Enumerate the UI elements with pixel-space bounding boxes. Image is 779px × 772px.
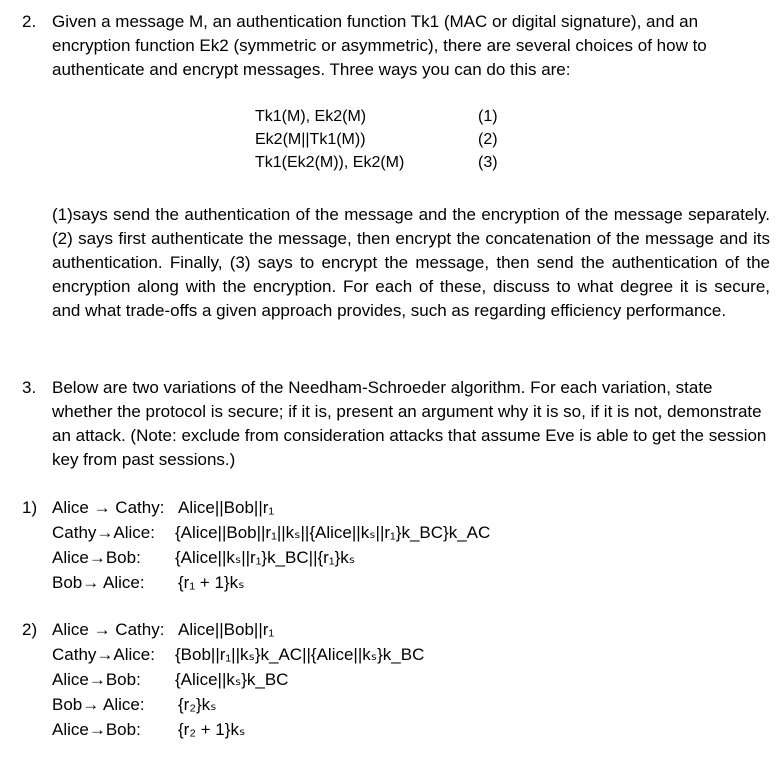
v1-step-2-sender: Cathy→Alice:: [52, 523, 155, 542]
variation-2-number: 2): [22, 620, 38, 639]
formula-label-3: (3): [478, 154, 498, 171]
v1-step-1-message: Alice||Bob||r₁: [178, 498, 275, 517]
q3-text: Below are two variations of the Needham-Schroeder algorithm. For each variation, state whether the protocol is secure; if it is, present an argument why it is so, if it is not, demonstrate an attack. (Note: exclude from consideration attacks that assume Eve is able to get the session key from past sessions.): [52, 378, 767, 469]
q2-number: 2.: [22, 12, 37, 31]
formula-label-2: (2): [478, 131, 498, 148]
v2-step-3-message: {Alice||kₛ}k_BC: [175, 670, 289, 689]
v2-step-4-message: {r₂}kₛ: [178, 695, 217, 714]
q2-explanation: (1)says send the authentication of the message and the encryption of the message separately. (2) says first authenticate the message, then encrypt the concatenation of the message and its authentication. Finally, (3) says to encrypt the message, then send the authentication of the encryption along with the encryption. For each of these, discuss to what degree it is secure, and what trade-offs a given approach provides, such as regarding efficiency performance.: [52, 205, 770, 320]
v1-step-1-sender: Alice → Cathy:: [52, 498, 165, 517]
q2-intro: Given a message M, an authentication function Tk1 (MAC or digital signature), and an encryption function Ek2 (symmetric or asymmetric), there are several choices of how to authenticate and encrypt messages. Three ways you can do this are:: [52, 12, 707, 79]
v1-step-3-sender: Alice→Bob:: [52, 548, 141, 567]
v2-step-5-message: {r₂ + 1}kₛ: [178, 720, 246, 739]
v2-step-3-sender: Alice→Bob:: [52, 670, 141, 689]
formula-expr-2: Ek2(M||Tk1(M)): [255, 131, 366, 148]
v2-step-4-sender: Bob→ Alice:: [52, 695, 145, 714]
formula-expr-3: Tk1(Ek2(M)), Ek2(M): [255, 154, 405, 171]
formula-label-1: (1): [478, 108, 498, 125]
formula-expr-1: Tk1(M), Ek2(M): [255, 108, 367, 125]
v1-step-2-message: {Alice||Bob||r₁||kₛ||{Alice||kₛ||r₁}k_BC}k_AC: [175, 523, 491, 542]
v2-step-2-sender: Cathy→Alice:: [52, 645, 155, 664]
v2-step-1-message: Alice||Bob||r₁: [178, 620, 275, 639]
q3-number: 3.: [22, 378, 37, 397]
variation-1-number: 1): [22, 498, 38, 517]
v1-step-3-message: {Alice||kₛ||r₁}k_BC||{r₁}kₛ: [175, 548, 356, 567]
v2-step-2-message: {Bob||r₁||kₛ}k_AC||{Alice||kₛ}k_BC: [175, 645, 425, 664]
v2-step-5-sender: Alice→Bob:: [52, 720, 141, 739]
v1-step-4-sender: Bob→ Alice:: [52, 573, 145, 592]
v2-step-1-sender: Alice → Cathy:: [52, 620, 165, 639]
v1-step-4-message: {r₁ + 1}kₛ: [178, 573, 245, 592]
